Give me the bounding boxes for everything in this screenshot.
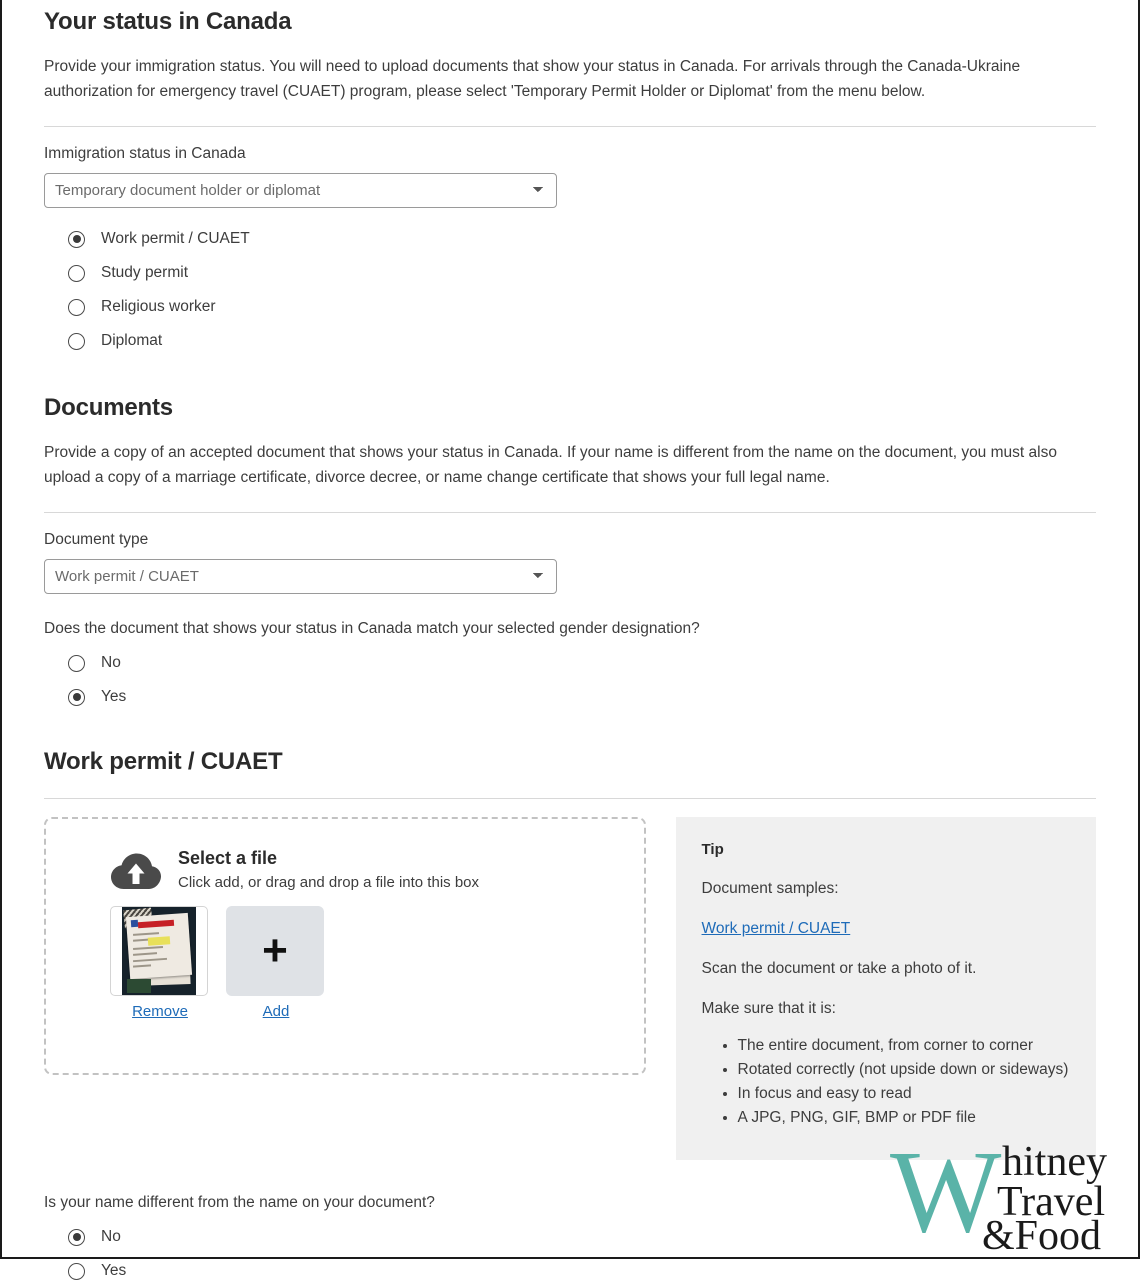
document-type-select[interactable] xyxy=(44,559,557,594)
gender-designation-question: Does the document that shows your status in Canada match your selected gender designation? xyxy=(44,620,700,637)
radio-label: Work permit / CUAET xyxy=(101,230,250,247)
file-dropzone[interactable] xyxy=(44,817,646,1075)
radio-option-work-permit[interactable] xyxy=(44,222,1096,256)
page-title: Your status in Canada xyxy=(44,8,292,35)
remove-file-link[interactable]: Remove xyxy=(132,1003,188,1020)
radio-label: Religious worker xyxy=(101,298,216,315)
immigration-status-select[interactable] xyxy=(44,173,557,208)
requirements-list xyxy=(702,1034,1070,1130)
upload-area xyxy=(44,817,1096,1160)
add-file-item xyxy=(226,906,326,1021)
tip-title: Tip xyxy=(701,841,724,858)
scan-instruction-text: Scan the document or take a photo of it. xyxy=(701,960,977,977)
documents-heading: Documents xyxy=(44,394,173,421)
radio-label: Yes xyxy=(101,688,127,705)
watermark-big-w: W xyxy=(890,1126,1002,1257)
add-file-button[interactable] xyxy=(226,906,324,996)
list-item: • The entire document, from corner to corner xyxy=(738,1034,1070,1058)
list-item: • Rotated correctly (not upside down or sideways) xyxy=(738,1058,1070,1082)
radio-label: No xyxy=(101,654,121,671)
name-difference-question: Is your name different from the name on your document? xyxy=(44,1194,435,1211)
status-intro-text: Provide your immigration status. You will need to upload documents that show your status in Canada. For arrivals through the Canada-Ukraine authorization for emergency travel (CUAET) program, please select 'Temporary Permit Holder or Diplomat' from the menu below. xyxy=(44,58,1021,100)
radio-option-study-permit[interactable] xyxy=(44,256,1096,290)
divider xyxy=(44,798,1096,799)
radio-icon-checked xyxy=(68,231,85,248)
watermark-line-1: hitney xyxy=(1002,1139,1107,1185)
radio-icon-checked xyxy=(68,1229,85,1246)
radio-icon xyxy=(68,265,85,282)
thumbnail-image xyxy=(122,907,196,995)
watermark-line-3: &Food xyxy=(982,1213,1102,1259)
radio-label: Diplomat xyxy=(101,332,163,349)
name-difference-radio-group xyxy=(44,1220,1096,1288)
document-sample-link[interactable]: Work permit / CUAET xyxy=(701,920,851,937)
dropzone-subtitle: Click add, or drag and drop a file into this box xyxy=(178,874,480,891)
radio-option-gender-yes[interactable] xyxy=(44,680,1096,714)
radio-label: Study permit xyxy=(101,264,189,281)
radio-icon xyxy=(68,299,85,316)
dropzone-text-block xyxy=(178,847,479,894)
divider xyxy=(44,512,1096,513)
plus-icon: + xyxy=(262,926,288,975)
uploaded-file-item xyxy=(110,906,210,1021)
watermark-line-2: Travel xyxy=(997,1179,1106,1225)
radio-icon xyxy=(68,1263,85,1280)
tip-panel xyxy=(676,817,1096,1160)
radio-option-name-yes[interactable] xyxy=(44,1254,1096,1288)
documents-intro-text: Provide a copy of an accepted document that shows your status in Canada. If your name is different from the name on the document, you must also upload a copy of a marriage certificate, divorce decree, or name change certificate that shows your full legal name. xyxy=(44,444,1057,486)
immigration-status-label: Immigration status in Canada xyxy=(44,145,246,162)
radio-option-gender-no[interactable] xyxy=(44,646,1096,680)
radio-label: No xyxy=(101,1228,121,1245)
document-type-label: Document type xyxy=(44,531,149,548)
radio-icon xyxy=(68,655,85,672)
radio-icon xyxy=(68,333,85,350)
dropzone-title: Select a file xyxy=(178,848,278,868)
list-item: • A JPG, PNG, GIF, BMP or PDF file xyxy=(738,1106,1070,1130)
make-sure-label: Make sure that it is: xyxy=(701,1000,836,1017)
file-thumbnail[interactable] xyxy=(110,906,208,996)
gender-designation-radio-group xyxy=(44,646,1096,714)
divider xyxy=(44,126,1096,127)
upload-heading: Work permit / CUAET xyxy=(44,748,283,775)
radio-option-religious-worker[interactable] xyxy=(44,290,1096,324)
list-item: • In focus and easy to read xyxy=(738,1082,1070,1106)
cloud-upload-icon xyxy=(110,851,162,891)
thumbnail-list xyxy=(46,906,644,1021)
permit-type-radio-group xyxy=(44,222,1096,358)
dropzone-header xyxy=(46,847,644,894)
document-samples-label: Document samples: xyxy=(701,880,839,897)
radio-icon-checked xyxy=(68,689,85,706)
radio-option-diplomat[interactable] xyxy=(44,324,1096,358)
radio-option-name-no[interactable] xyxy=(44,1220,1096,1254)
radio-label: Yes xyxy=(101,1262,127,1279)
add-file-link[interactable]: Add xyxy=(262,1003,290,1020)
